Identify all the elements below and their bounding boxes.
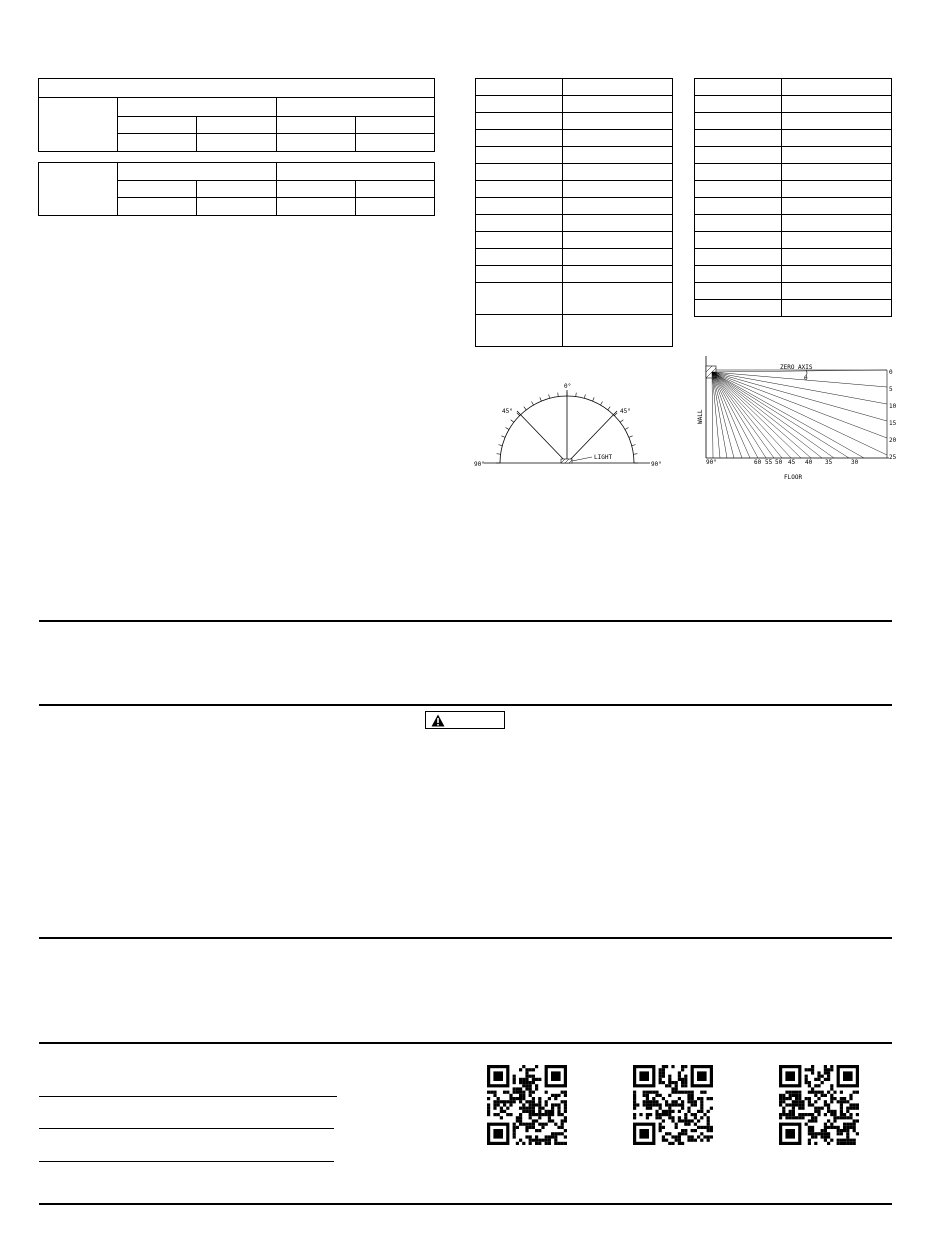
floor-tick-label: 90° [706, 459, 717, 466]
table-row [476, 79, 673, 96]
table-row [695, 130, 892, 147]
warning-triangle-icon [431, 714, 445, 727]
polar-left-45-label: 45° [502, 408, 513, 415]
table-row [695, 232, 892, 249]
spec-table-c [475, 78, 673, 347]
right-tick-label: 15 [889, 420, 897, 427]
polar-tick [601, 402, 603, 405]
polar-tick [625, 428, 628, 430]
form-line-2 [39, 1128, 334, 1129]
polar-tick [620, 420, 623, 422]
qr-code-3[interactable] [779, 1065, 859, 1145]
table-row [695, 266, 892, 283]
polar-tick [633, 454, 637, 455]
spec-table-b [38, 162, 435, 216]
table-row [695, 113, 892, 130]
angle-ray [712, 372, 834, 458]
floor-tick-label: 40 [805, 459, 813, 466]
right-tick-label: 10 [889, 403, 897, 410]
table-a-header [39, 79, 435, 98]
spec-table-a [38, 78, 435, 152]
angle-ray [712, 372, 887, 438]
section-divider-2 [39, 704, 892, 706]
floor-tick-label: 30 [851, 459, 859, 466]
polar-top-label: 0° [564, 383, 572, 390]
table-row [695, 215, 892, 232]
floor-tick-label: 45 [788, 459, 796, 466]
polar-tick [498, 445, 502, 446]
table-row [476, 283, 673, 315]
table-row [476, 249, 673, 266]
table-row [476, 232, 673, 249]
polar-tick [511, 420, 514, 422]
table-row [476, 164, 673, 181]
angle-ray [712, 372, 822, 458]
angle-ray [712, 372, 782, 458]
qr-code-2[interactable] [633, 1065, 713, 1145]
table-row [476, 198, 673, 215]
floor-tick-label: 60 [754, 459, 762, 466]
section-divider-5 [39, 1203, 892, 1205]
angle-ray [712, 372, 887, 404]
angle-ray [712, 372, 727, 458]
right-tick-label: 0 [889, 369, 893, 376]
table-row [695, 181, 892, 198]
polar-light-label: LIGHT [594, 454, 613, 461]
angle-ray [712, 372, 791, 458]
polar-tick [497, 454, 501, 455]
warning-label-box [425, 711, 505, 729]
table-row [695, 249, 892, 266]
angle-ray [712, 372, 774, 458]
table-row [476, 96, 673, 113]
right-tick-label: 25 [889, 454, 897, 461]
polar-tick [593, 397, 595, 401]
polar-tick [524, 407, 526, 410]
polar-tick [576, 393, 577, 397]
theta-label: θ [804, 375, 808, 382]
floor-tick-label: 50 [775, 459, 783, 466]
table-row [695, 164, 892, 181]
polar-tick [506, 428, 509, 430]
polar-right-45-label: 45° [620, 408, 631, 415]
table-row [695, 283, 892, 300]
table-row [476, 266, 673, 283]
table-row [476, 147, 673, 164]
floor-label: FLOOR [784, 474, 803, 481]
polar-tick [558, 393, 559, 397]
polar-tick [632, 445, 636, 446]
table-row [695, 96, 892, 113]
form-line-3 [39, 1161, 334, 1162]
section-divider-3 [39, 937, 892, 939]
wall-label: WALL [697, 409, 704, 424]
angle-ray [712, 372, 734, 458]
polar-tick [584, 394, 585, 398]
angle-ray [712, 372, 849, 458]
right-tick-label: 20 [889, 437, 897, 444]
polar-tick [540, 397, 542, 401]
table-row [476, 315, 673, 347]
polar-tick [608, 407, 610, 410]
table-row [695, 300, 892, 317]
right-tick-label: 5 [889, 386, 893, 393]
table-row [476, 215, 673, 232]
polar-tick [549, 394, 550, 398]
light-distribution-polar-diagram [470, 380, 670, 472]
table-row [695, 198, 892, 215]
table-row [476, 181, 673, 198]
qr-code-1[interactable] [487, 1065, 567, 1145]
table-row [476, 130, 673, 147]
zero-axis-label: ZERO AXIS [780, 364, 813, 371]
form-line-1 [39, 1096, 337, 1097]
table-row [695, 79, 892, 96]
floor-tick-label: 55 [765, 459, 773, 466]
angle-ray [712, 372, 713, 458]
mounting-angle-diagram [694, 354, 897, 484]
angle-ray [712, 372, 750, 458]
section-divider-4 [39, 1042, 892, 1044]
polar-right-90-label: 90° [651, 461, 662, 468]
floor-tick-label: 35 [825, 459, 833, 466]
polar-tick [532, 402, 534, 405]
table-row [476, 113, 673, 130]
polar-left-90-label: 90° [474, 461, 485, 468]
section-divider-1 [39, 620, 892, 622]
table-row [695, 147, 892, 164]
spec-table-d [694, 78, 892, 317]
